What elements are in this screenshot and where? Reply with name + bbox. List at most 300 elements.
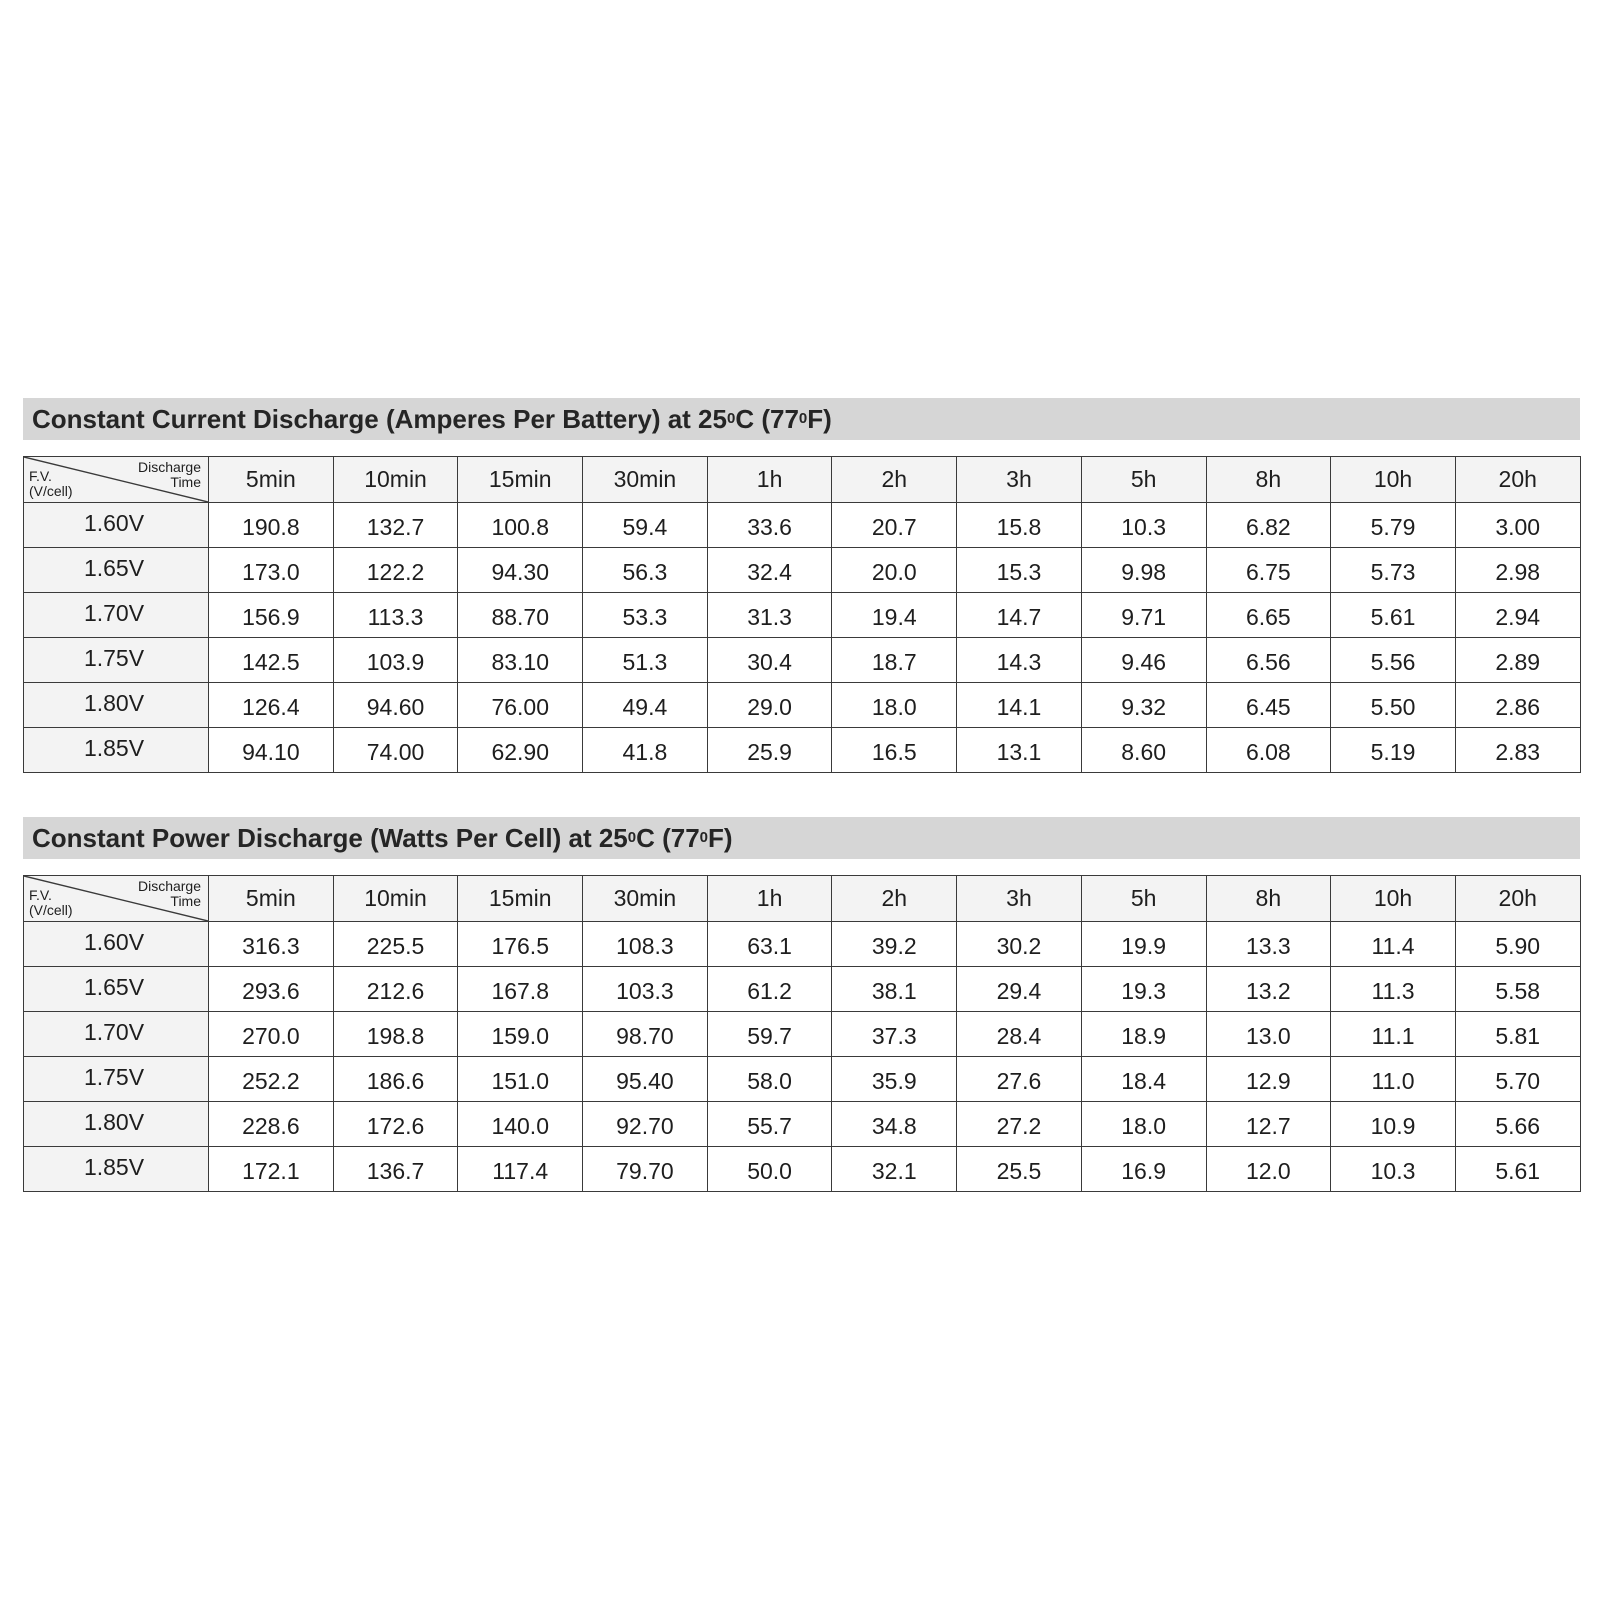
cell-value: 13.2 — [1245, 977, 1291, 1004]
cell-value: 13.0 — [1245, 1022, 1291, 1049]
table-cell — [1331, 1102, 1456, 1147]
cell-value: 41.8 — [622, 738, 668, 765]
cell-value: 88.70 — [491, 603, 549, 630]
table-cell — [1081, 503, 1206, 548]
cell-value: 6.82 — [1245, 513, 1291, 540]
table-row — [24, 967, 1581, 1012]
table-cell — [1331, 1057, 1456, 1102]
cell-value: 122.2 — [366, 558, 425, 585]
header-row — [24, 457, 1581, 503]
table-cell — [583, 1012, 708, 1057]
table-cell — [209, 593, 334, 638]
table-cell — [832, 593, 957, 638]
cell-value: 30.2 — [996, 932, 1042, 959]
cell-value: 5.58 — [1495, 977, 1541, 1004]
row-voltage-text: 1.80V — [83, 689, 145, 716]
cell-value: 5.50 — [1370, 693, 1416, 720]
row-voltage-text: 1.80V — [83, 1108, 145, 1135]
cell-value: 29.0 — [747, 693, 792, 720]
table-cell — [832, 1057, 957, 1102]
corner-discharge-time-label: Discharge Time — [137, 878, 201, 909]
cell-value: 6.08 — [1245, 738, 1291, 765]
table-cell — [832, 683, 957, 728]
table-cell — [832, 548, 957, 593]
cell-value: 172.1 — [242, 1157, 300, 1184]
cell-value: 18.0 — [871, 693, 917, 720]
table-cell — [1081, 638, 1206, 683]
cell-value: 94.30 — [491, 558, 549, 585]
cell-value: 15.8 — [996, 513, 1042, 540]
table-cell — [1331, 1147, 1456, 1192]
table-cell — [209, 1147, 334, 1192]
column-header: 30min — [583, 457, 708, 503]
table-cell — [707, 1147, 832, 1192]
cell-value: 5.61 — [1370, 603, 1416, 630]
corner-discharge-time-label: Discharge Time — [137, 459, 201, 490]
cell-value: 11.3 — [1371, 977, 1415, 1004]
cell-value: 92.70 — [616, 1112, 674, 1139]
row-voltage-label — [24, 728, 209, 773]
cell-value: 63.1 — [747, 932, 792, 959]
cell-value: 142.5 — [242, 648, 300, 675]
cell-value: 9.98 — [1121, 558, 1167, 585]
table-cell — [209, 967, 334, 1012]
table-cell — [333, 1057, 458, 1102]
cell-value: 198.8 — [366, 1022, 425, 1049]
row-voltage-label — [24, 967, 209, 1012]
table-cell — [1331, 503, 1456, 548]
table-cell — [458, 1012, 583, 1057]
table-cell — [583, 593, 708, 638]
cell-value: 6.75 — [1245, 558, 1291, 585]
cell-value: 79.70 — [616, 1157, 674, 1184]
table-cell — [458, 593, 583, 638]
table-cell — [707, 922, 832, 967]
table-cell — [333, 1012, 458, 1057]
cell-value: 13.1 — [996, 738, 1042, 765]
table-cell — [1331, 1012, 1456, 1057]
table-cell — [707, 1012, 832, 1057]
table-cell — [957, 1102, 1082, 1147]
column-header: 10h — [1331, 457, 1456, 503]
cell-value: 103.3 — [616, 977, 674, 1004]
cell-value: 18.7 — [871, 648, 917, 675]
table-cell — [832, 1147, 957, 1192]
column-header: 15min — [458, 876, 583, 922]
table-cell — [1206, 503, 1331, 548]
cell-value: 225.5 — [366, 932, 425, 959]
column-header: 20h — [1455, 457, 1580, 503]
cell-value: 20.7 — [871, 513, 917, 540]
column-header: 3h — [957, 876, 1082, 922]
cell-value: 19.9 — [1121, 932, 1167, 959]
table-cell — [1206, 548, 1331, 593]
table-cell — [1081, 728, 1206, 773]
cell-value: 25.9 — [747, 738, 792, 765]
table-row — [24, 548, 1581, 593]
table-cell — [333, 1102, 458, 1147]
table-cell — [707, 967, 832, 1012]
table-cell — [707, 548, 832, 593]
row-voltage-label — [24, 1012, 209, 1057]
cell-value: 16.5 — [871, 738, 917, 765]
cell-value: 13.3 — [1245, 932, 1291, 959]
table-cell — [458, 728, 583, 773]
cell-value: 19.3 — [1121, 977, 1167, 1004]
table-cell — [957, 548, 1082, 593]
table-cell — [707, 683, 832, 728]
table-cell — [1455, 683, 1580, 728]
table-row — [24, 728, 1581, 773]
column-header: 5h — [1081, 457, 1206, 503]
cell-value: 2.83 — [1495, 738, 1541, 765]
table-cell — [333, 548, 458, 593]
column-header: 5min — [209, 457, 334, 503]
table-row — [24, 1147, 1581, 1192]
cell-value: 140.0 — [491, 1112, 549, 1139]
cell-value: 74.00 — [366, 738, 425, 765]
corner-header-cell — [24, 457, 209, 503]
table-row — [24, 1102, 1581, 1147]
table-cell — [458, 922, 583, 967]
table-cell — [1081, 1147, 1206, 1192]
table-cell — [1331, 548, 1456, 593]
column-header: 2h — [832, 876, 957, 922]
cell-value: 50.0 — [747, 1157, 792, 1184]
table-cell — [333, 593, 458, 638]
cell-value: 108.3 — [616, 932, 674, 959]
current-discharge-title: Constant Current Discharge (Amperes Per Battery) at 25 0 C (77 0 F) — [23, 398, 1580, 440]
cell-value: 2.86 — [1495, 693, 1541, 720]
row-voltage-text: 1.75V — [83, 644, 145, 671]
cell-value: 5.79 — [1370, 513, 1416, 540]
table-cell — [832, 503, 957, 548]
cell-value: 100.8 — [491, 513, 549, 540]
cell-value: 9.32 — [1121, 693, 1167, 720]
table-cell — [1455, 593, 1580, 638]
table-cell — [458, 683, 583, 728]
cell-value: 39.2 — [871, 932, 917, 959]
cell-value: 252.2 — [242, 1067, 300, 1094]
cell-value: 16.9 — [1121, 1157, 1167, 1184]
table-cell — [583, 728, 708, 773]
table-cell — [1455, 548, 1580, 593]
cell-value: 5.61 — [1495, 1157, 1541, 1184]
table-row — [24, 683, 1581, 728]
table-cell — [1206, 728, 1331, 773]
table-cell — [1206, 1057, 1331, 1102]
table-cell — [583, 922, 708, 967]
cell-value: 167.8 — [491, 977, 549, 1004]
table-cell — [832, 638, 957, 683]
cell-value: 5.70 — [1495, 1067, 1541, 1094]
table-cell — [1081, 593, 1206, 638]
cell-value: 12.9 — [1245, 1067, 1291, 1094]
cell-value: 35.9 — [871, 1067, 917, 1094]
table-cell — [209, 922, 334, 967]
table-cell — [333, 503, 458, 548]
cell-value: 2.89 — [1495, 648, 1541, 675]
cell-value: 25.5 — [996, 1157, 1042, 1184]
cell-value: 173.0 — [242, 558, 300, 585]
table-cell — [458, 1102, 583, 1147]
cell-value: 38.1 — [871, 977, 917, 1004]
table-cell — [333, 683, 458, 728]
cell-value: 15.3 — [996, 558, 1042, 585]
corner-final-voltage-label: F.V. (V/cell) — [29, 468, 73, 499]
cell-value: 61.2 — [747, 977, 792, 1004]
cell-value: 51.3 — [622, 648, 668, 675]
table-row — [24, 1057, 1581, 1102]
cell-value: 11.1 — [1371, 1022, 1415, 1049]
row-voltage-text: 1.60V — [83, 509, 145, 536]
cell-value: 12.7 — [1245, 1112, 1291, 1139]
column-header: 3h — [957, 457, 1082, 503]
table-cell — [957, 683, 1082, 728]
table-cell — [209, 638, 334, 683]
table-cell — [957, 1057, 1082, 1102]
table-cell — [957, 728, 1082, 773]
table-row — [24, 922, 1581, 967]
cell-value: 59.4 — [622, 513, 668, 540]
cell-value: 33.6 — [747, 513, 792, 540]
table-cell — [1455, 1012, 1580, 1057]
cell-value: 94.60 — [366, 693, 425, 720]
table-row — [24, 638, 1581, 683]
cell-value: 10.3 — [1121, 513, 1167, 540]
table-cell — [832, 967, 957, 1012]
cell-value: 58.0 — [747, 1067, 792, 1094]
header-row — [24, 876, 1581, 922]
table-cell — [1455, 922, 1580, 967]
column-header: 10min — [333, 457, 458, 503]
cell-value: 5.66 — [1495, 1112, 1541, 1139]
cell-value: 31.3 — [747, 603, 792, 630]
column-header: 5min — [209, 876, 334, 922]
row-voltage-text: 1.70V — [83, 1018, 145, 1045]
table-cell — [333, 728, 458, 773]
table-cell — [1331, 922, 1456, 967]
table-cell — [583, 1147, 708, 1192]
cell-value: 94.10 — [242, 738, 300, 765]
table-cell — [458, 1147, 583, 1192]
cell-value: 5.90 — [1495, 932, 1541, 959]
column-header: 30min — [583, 876, 708, 922]
cell-value: 136.7 — [366, 1157, 425, 1184]
row-voltage-label — [24, 922, 209, 967]
row-voltage-text: 1.65V — [83, 554, 145, 581]
table-row — [24, 503, 1581, 548]
table-cell — [957, 638, 1082, 683]
cell-value: 186.6 — [366, 1067, 425, 1094]
table-row — [24, 593, 1581, 638]
cell-value: 3.00 — [1495, 513, 1541, 540]
row-voltage-text: 1.75V — [83, 1063, 145, 1090]
table-cell — [1455, 1057, 1580, 1102]
table-cell — [458, 1057, 583, 1102]
cell-value: 20.0 — [871, 558, 917, 585]
table-cell — [583, 683, 708, 728]
table-cell — [832, 922, 957, 967]
column-header: 8h — [1206, 876, 1331, 922]
cell-value: 117.4 — [492, 1157, 549, 1184]
table-cell — [209, 548, 334, 593]
table-cell — [583, 1102, 708, 1147]
cell-value: 212.6 — [366, 977, 425, 1004]
table-cell — [209, 683, 334, 728]
table-cell — [1331, 638, 1456, 683]
cell-value: 59.7 — [747, 1022, 792, 1049]
cell-value: 8.60 — [1121, 738, 1167, 765]
cell-value: 10.9 — [1370, 1112, 1416, 1139]
cell-value: 132.7 — [366, 513, 425, 540]
table-cell — [1081, 1057, 1206, 1102]
cell-value: 228.6 — [242, 1112, 300, 1139]
table-cell — [1455, 728, 1580, 773]
table-cell — [1081, 922, 1206, 967]
table-cell — [1455, 503, 1580, 548]
column-header: 10min — [333, 876, 458, 922]
row-voltage-label — [24, 683, 209, 728]
cell-value: 19.4 — [871, 603, 917, 630]
cell-value: 18.9 — [1121, 1022, 1167, 1049]
table-cell — [1206, 593, 1331, 638]
cell-value: 53.3 — [622, 603, 668, 630]
cell-value: 56.3 — [622, 558, 668, 585]
table-cell — [1455, 967, 1580, 1012]
table-cell — [957, 593, 1082, 638]
table-cell — [1206, 1012, 1331, 1057]
table-cell — [1206, 1147, 1331, 1192]
cell-value: 11.0 — [1371, 1067, 1415, 1094]
cell-value: 190.8 — [242, 513, 300, 540]
cell-value: 9.46 — [1121, 648, 1167, 675]
table-cell — [458, 503, 583, 548]
column-header: 10h — [1331, 876, 1456, 922]
cell-value: 11.4 — [1371, 932, 1415, 959]
cell-value: 172.6 — [366, 1112, 425, 1139]
cell-value: 316.3 — [242, 932, 300, 959]
table-cell — [957, 922, 1082, 967]
cell-value: 126.4 — [242, 693, 300, 720]
column-header: 1h — [707, 876, 832, 922]
cell-value: 156.9 — [242, 603, 300, 630]
row-voltage-label — [24, 1147, 209, 1192]
table-cell — [1206, 1102, 1331, 1147]
table-cell — [1331, 728, 1456, 773]
corner-header-cell — [24, 876, 209, 922]
cell-value: 270.0 — [242, 1022, 300, 1049]
table-cell — [458, 638, 583, 683]
table-cell — [583, 1057, 708, 1102]
table-cell — [583, 548, 708, 593]
cell-value: 29.4 — [996, 977, 1042, 1004]
cell-value: 55.7 — [747, 1112, 792, 1139]
table-cell — [1206, 967, 1331, 1012]
table-cell — [832, 728, 957, 773]
table-cell — [333, 638, 458, 683]
column-header: 2h — [832, 457, 957, 503]
cell-value: 37.3 — [871, 1022, 917, 1049]
power-discharge-section — [23, 817, 1580, 1192]
cell-value: 6.65 — [1245, 603, 1291, 630]
cell-value: 14.7 — [996, 603, 1042, 630]
table-cell — [707, 1102, 832, 1147]
row-voltage-label — [24, 593, 209, 638]
column-header: 1h — [707, 457, 832, 503]
table-cell — [832, 1012, 957, 1057]
table-cell — [707, 638, 832, 683]
cell-value: 293.6 — [242, 977, 300, 1004]
table-cell — [333, 967, 458, 1012]
cell-value: 5.81 — [1495, 1022, 1541, 1049]
power-discharge-title: Constant Power Discharge (Watts Per Cell) at 25 0 C (77 0 F) — [23, 817, 1580, 859]
cell-value: 103.9 — [366, 648, 425, 675]
row-voltage-text: 1.85V — [83, 734, 145, 761]
cell-value: 5.56 — [1370, 648, 1416, 675]
table-cell — [1081, 1102, 1206, 1147]
row-voltage-text: 1.65V — [83, 973, 145, 1000]
cell-value: 27.6 — [996, 1067, 1042, 1094]
cell-value: 2.94 — [1495, 603, 1541, 630]
table-cell — [1081, 967, 1206, 1012]
table-cell — [333, 922, 458, 967]
row-voltage-text: 1.85V — [83, 1153, 145, 1180]
current-discharge-table — [23, 456, 1581, 773]
table-cell — [209, 503, 334, 548]
table-cell — [458, 548, 583, 593]
cell-value: 18.0 — [1121, 1112, 1167, 1139]
cell-value: 62.90 — [491, 738, 549, 765]
table-cell — [1455, 638, 1580, 683]
cell-value: 10.3 — [1370, 1157, 1416, 1184]
table-cell — [707, 503, 832, 548]
table-cell — [1331, 967, 1456, 1012]
table-cell — [1206, 683, 1331, 728]
cell-value: 98.70 — [616, 1022, 674, 1049]
table-cell — [333, 1147, 458, 1192]
cell-value: 83.10 — [491, 648, 549, 675]
table-cell — [583, 638, 708, 683]
cell-value: 14.3 — [996, 648, 1042, 675]
table-cell — [583, 967, 708, 1012]
cell-value: 5.19 — [1370, 738, 1416, 765]
column-header: 15min — [458, 457, 583, 503]
cell-value: 14.1 — [996, 693, 1042, 720]
table-row — [24, 1012, 1581, 1057]
table-cell — [209, 728, 334, 773]
row-voltage-label — [24, 548, 209, 593]
table-cell — [707, 593, 832, 638]
table-cell — [957, 967, 1082, 1012]
cell-value: 28.4 — [996, 1022, 1042, 1049]
cell-value: 176.5 — [491, 932, 549, 959]
table-cell — [1206, 638, 1331, 683]
table-cell — [1206, 922, 1331, 967]
table-cell — [209, 1102, 334, 1147]
power-discharge-table — [23, 875, 1581, 1192]
column-header: 5h — [1081, 876, 1206, 922]
table-cell — [209, 1012, 334, 1057]
cell-value: 2.98 — [1495, 558, 1541, 585]
table-cell — [957, 1147, 1082, 1192]
cell-value: 5.73 — [1370, 558, 1416, 585]
cell-value: 6.56 — [1245, 648, 1291, 675]
table-cell — [1081, 1012, 1206, 1057]
table-cell — [1455, 1102, 1580, 1147]
table-cell — [458, 967, 583, 1012]
table-cell — [707, 1057, 832, 1102]
